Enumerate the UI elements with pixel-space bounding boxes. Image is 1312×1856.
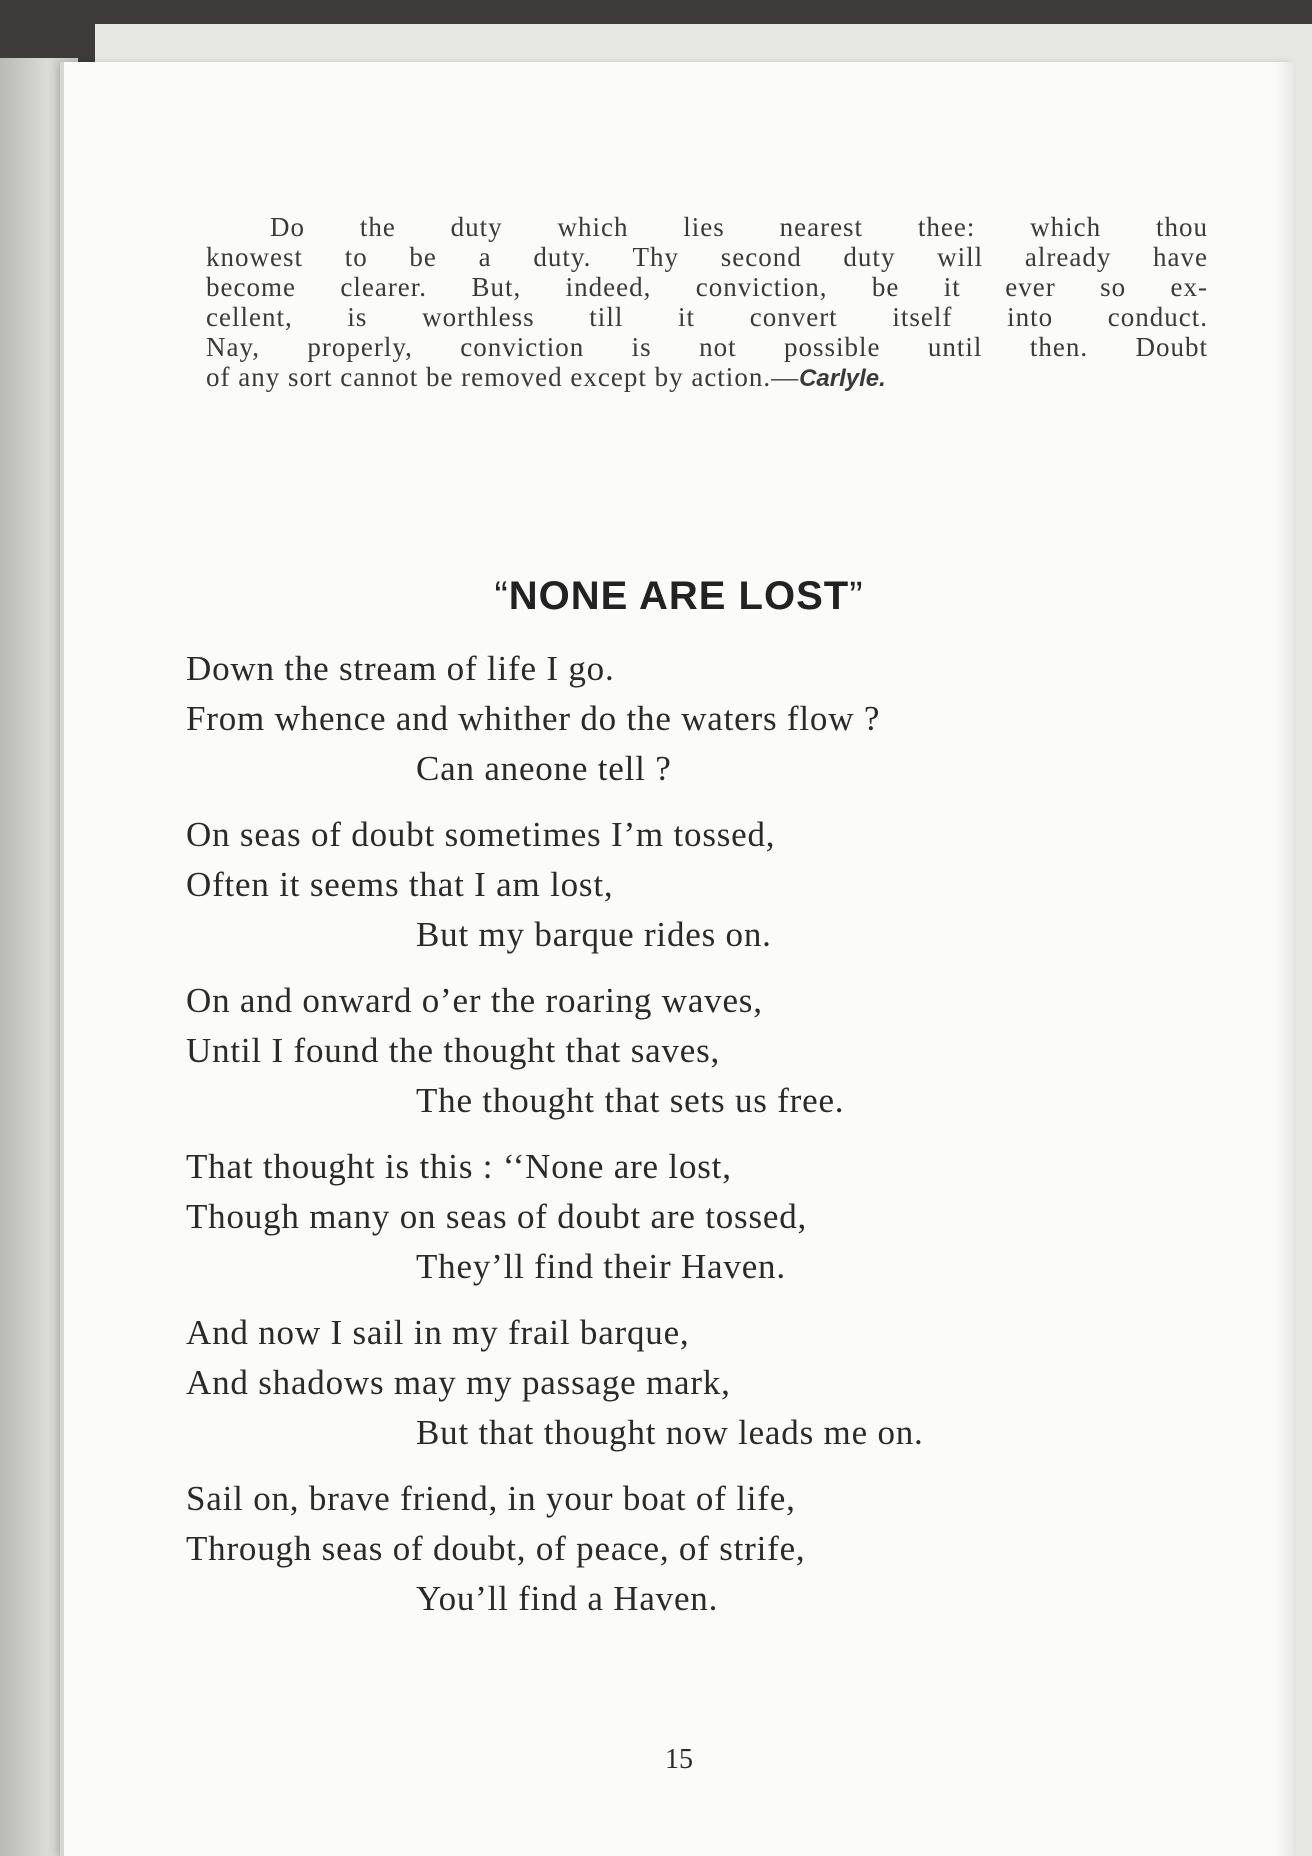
title-open-quote: “ <box>494 574 509 618</box>
quote-line: Nay, properly, conviction is not possible until then. Doubt <box>206 332 1208 362</box>
quote-line-text: of any sort cannot be removed except by action.— <box>206 362 800 392</box>
poem-refrain-line: But that thought now leads me on. <box>416 1413 924 1452</box>
poem-body <box>186 644 1186 1640</box>
quote-line: become clearer. But, indeed, conviction, be it ever so ex- <box>206 272 1208 302</box>
poem-line: Often it seems that I am lost, <box>186 865 614 904</box>
poem-stanza <box>186 1474 1186 1624</box>
poem-line: Sail on, brave friend, in your boat of life, <box>186 1479 796 1518</box>
quote-line: Do the duty which lies nearest thee: which thou <box>270 212 1208 242</box>
poem-stanza <box>186 976 1186 1126</box>
poem-line: That thought is this : ‘‘None are lost, <box>186 1147 732 1186</box>
poem-refrain-line: The thought that sets us free. <box>416 1081 845 1120</box>
poem-title <box>64 574 1294 619</box>
quote-line-final <box>206 362 1208 394</box>
quote-line: cellent, is worthless till it convert itself into conduct. <box>206 302 1208 332</box>
poem-line: On seas of doubt sometimes I’m tossed, <box>186 815 776 854</box>
poem-line: Though many on seas of doubt are tossed, <box>186 1197 808 1236</box>
poem-stanza <box>186 1142 1186 1292</box>
poem-line: And now I sail in my frail barque, <box>186 1313 690 1352</box>
page-shadow <box>1274 62 1294 1856</box>
poem-refrain-line: You’ll find a Haven. <box>416 1579 719 1618</box>
poem-stanza <box>186 810 1186 960</box>
poem-title-text: NONE ARE LOST <box>508 574 850 618</box>
poem-line: On and onward o’er the roaring waves, <box>186 981 763 1020</box>
quote-attribution: Carlyle. <box>799 365 886 392</box>
book-page <box>60 62 1294 1856</box>
title-close-quote: ” <box>849 574 864 618</box>
page-number: 15 <box>665 1744 693 1775</box>
poem-line: From whence and whither do the waters flow ? <box>186 699 881 738</box>
poem-stanza <box>186 1308 1186 1458</box>
poem-refrain-line: They’ll find their Haven. <box>416 1247 786 1286</box>
poem-refrain-line: Can aneone tell ? <box>416 749 672 788</box>
poem-line: Down the stream of life I go. <box>186 649 615 688</box>
poem-line: And shadows may my passage mark, <box>186 1363 731 1402</box>
poem-line: Through seas of doubt, of peace, of strife, <box>186 1529 806 1568</box>
quote-line: knowest to be a duty. Thy second duty will already have <box>206 242 1208 272</box>
carlyle-quote <box>206 212 1208 394</box>
poem-line: Until I found the thought that saves, <box>186 1031 721 1070</box>
poem-stanza <box>186 644 1186 794</box>
poem-refrain-line: But my barque rides on. <box>416 915 772 954</box>
